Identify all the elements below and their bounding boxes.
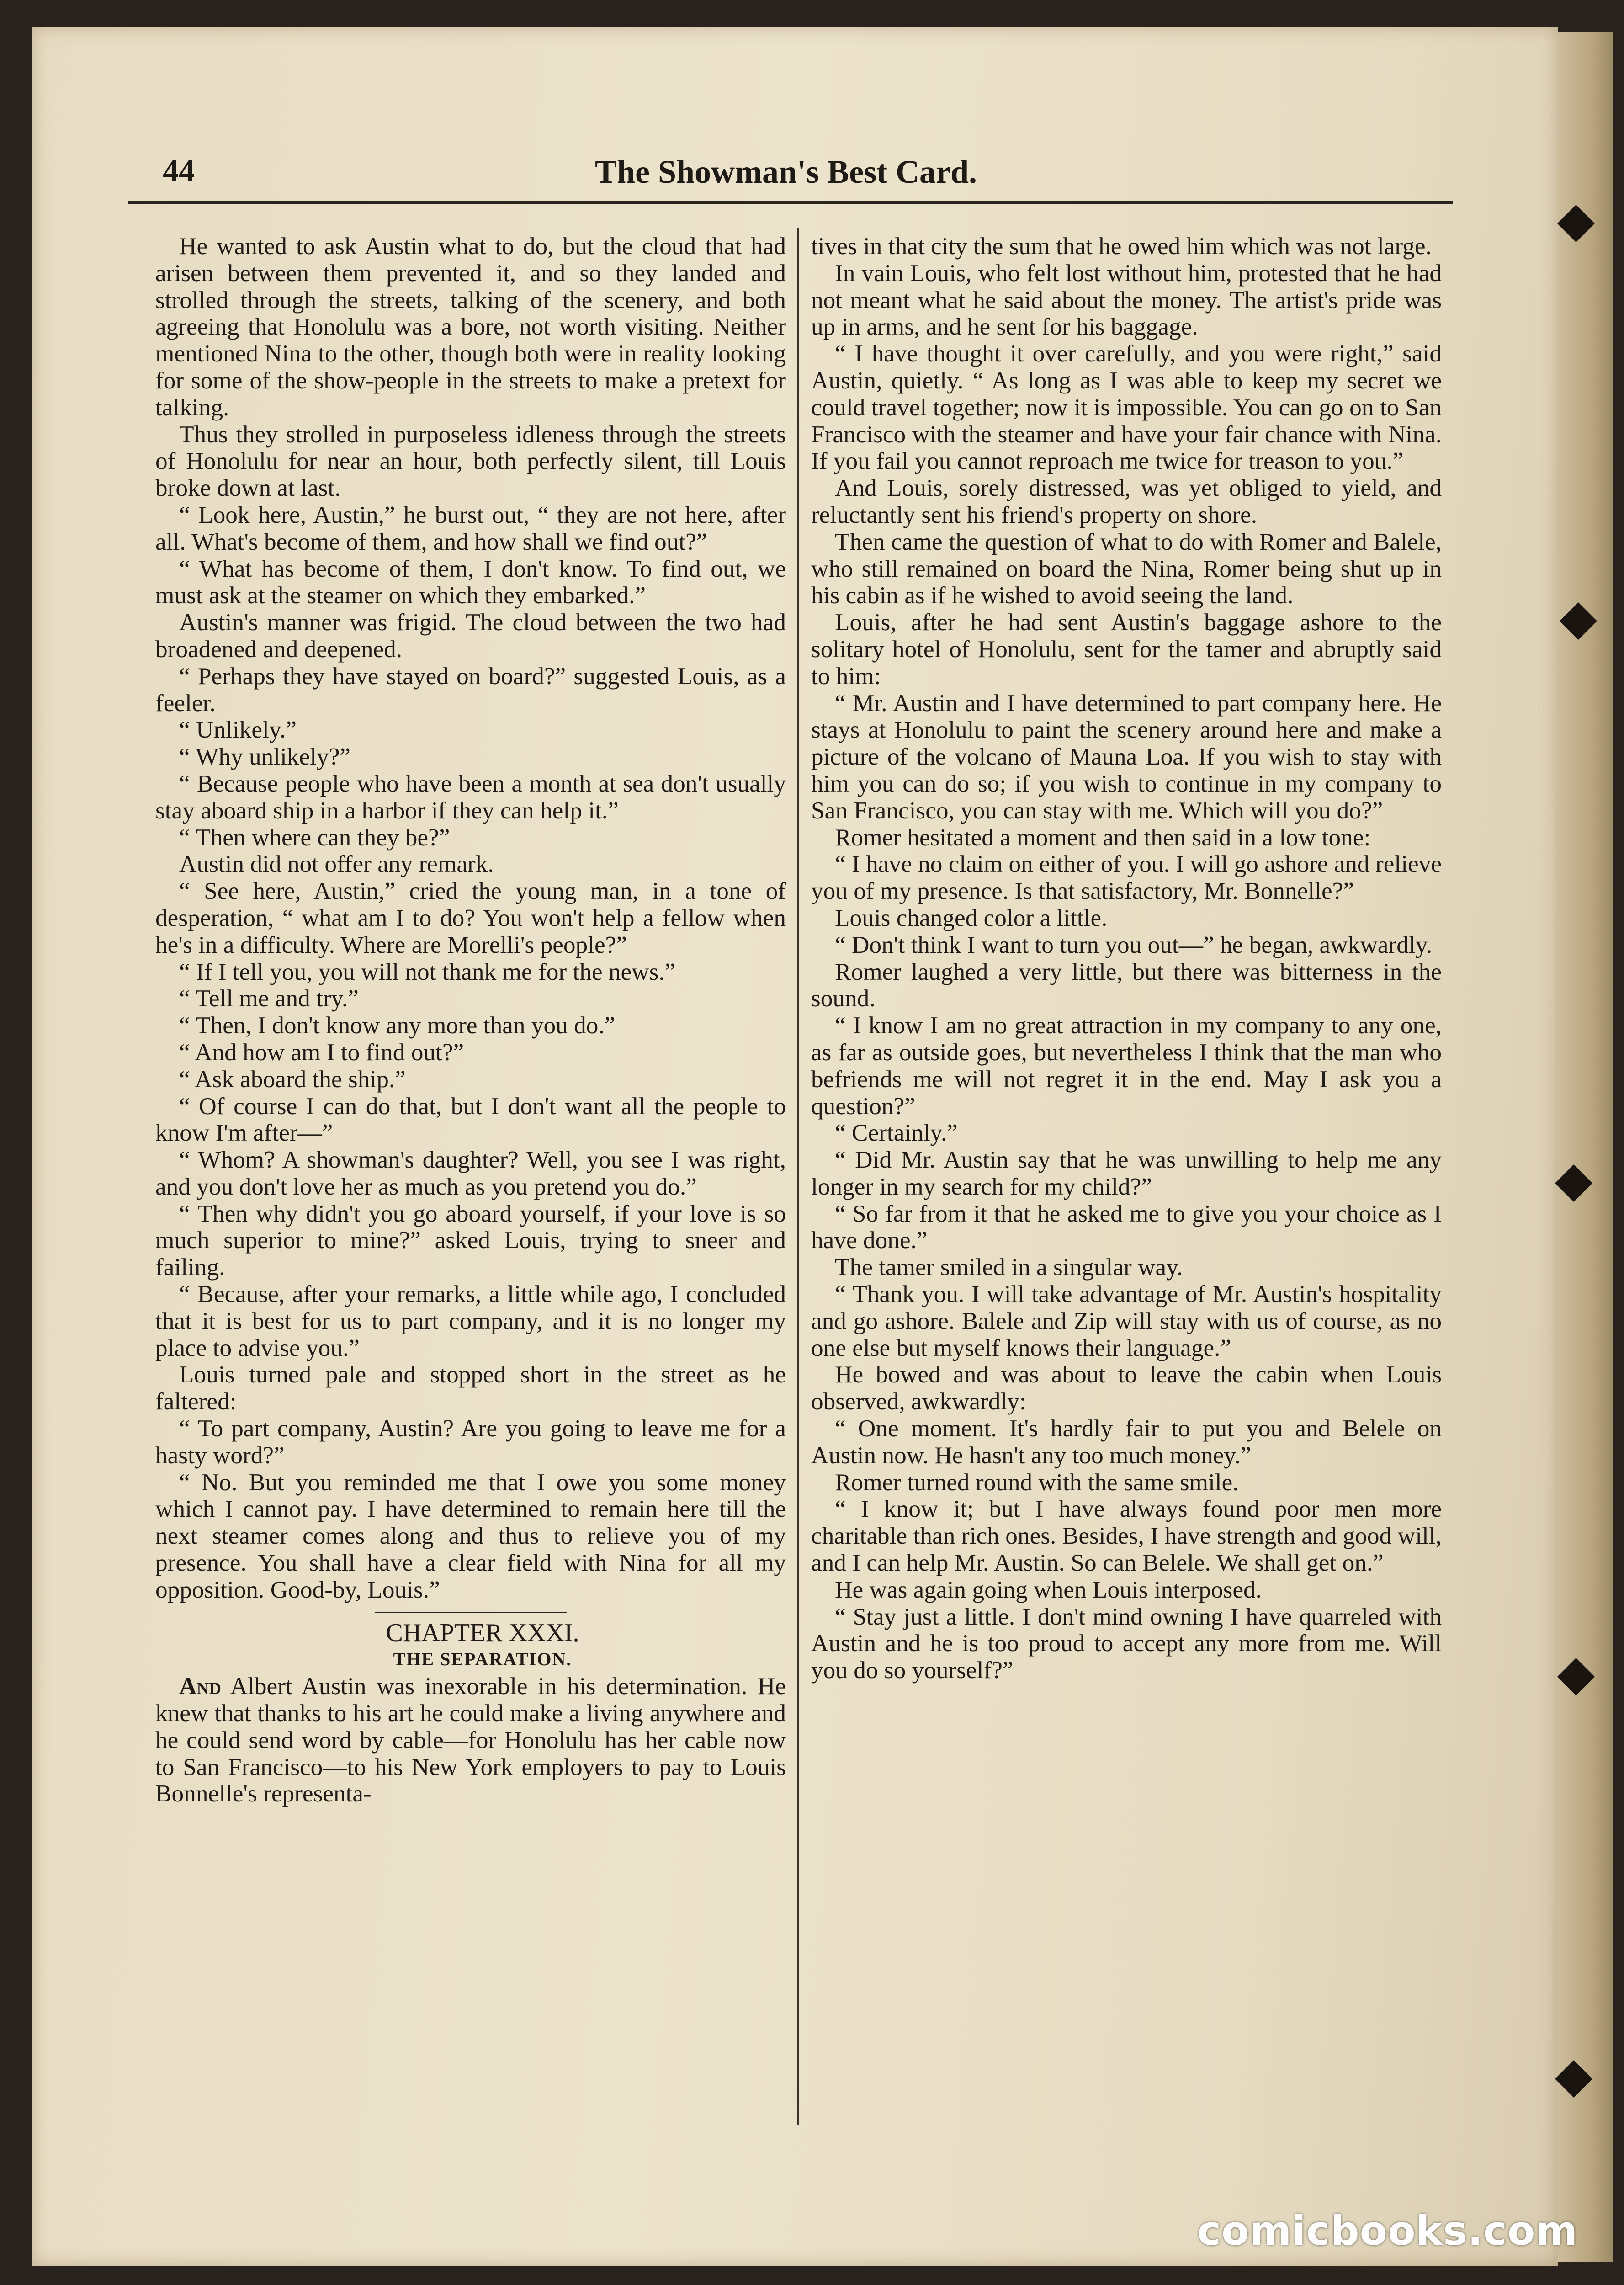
paragraph: “ Perhaps they have stayed on board?” suggested Louis, as a feeler.: [155, 662, 786, 717]
paragraph: “ Then why didn't you go aboard yourself, if your love is so much superior to mine?” asked Louis, trying to sneer and failing.: [155, 1200, 786, 1281]
paragraph: “ I have no claim on either of you. I will go ashore and relieve you of my presence. Is that satisfactory, Mr. Bonnelle?”: [811, 850, 1442, 905]
paragraph: “ Whom? A showman's daughter? Well, you see I was right, and you don't love her as much as you pretend you do.”: [155, 1146, 786, 1200]
paragraph: “ If I tell you, you will not thank me for the news.”: [179, 958, 676, 985]
paragraph: “ See here, Austin,” cried the young man, in a tone of desperation, “ what am I to do? You won't help a fellow when he's in a difficulty. Where are Morelli's people?”: [155, 877, 786, 958]
paragraph: Louis turned pale and stopped short in the street as he faltered:: [155, 1361, 786, 1415]
paragraph: “ Why unlikely?”: [179, 743, 350, 771]
paragraph: Austin did not offer any remark.: [179, 850, 494, 878]
paragraph: “ Mr. Austin and I have determined to part company here. He stays at Honolulu to paint the scenery around here and make a picture of the volcano of Mauna Loa. If you wish to stay with him you can do so; if you wish to continue in my company to San Francisco, you can stay with me. Which will you do?”: [811, 689, 1442, 824]
paragraph: He wanted to ask Austin what to do, but the cloud that had arisen between them prevented it, and so they landed and strolled through the streets, talking of the scenery, and both agreeing that Honolulu was a bore, not worth visiting. Neither mentioned Nina to the other, though both were in reality looking for some of the show-people in the streets to make a pretext for talking.: [155, 233, 786, 421]
paragraph: “ One moment. It's hardly fair to put you and Belele on Austin now. He hasn't any too much money.”: [811, 1415, 1442, 1469]
paragraph: The tamer smiled in a singular way.: [835, 1254, 1183, 1281]
paragraph: Romer turned round with the same smile.: [835, 1468, 1239, 1496]
opening-word: And: [179, 1673, 221, 1700]
paragraph: “ I know I am no great attraction in my company to any one, as far as outside goes, but nevertheless I think that the man who befriends me will not regret it in the end. May I ask you a question?”: [811, 1012, 1442, 1120]
paragraph: “ Certainly.”: [835, 1119, 958, 1147]
running-title: The Showman's Best Card.: [594, 154, 977, 190]
paragraph: “ To part company, Austin? Are you going to leave me for a hasty word?”: [155, 1415, 786, 1469]
paragraph: “ Look here, Austin,” he burst out, “ they are not here, after all. What's become of them, and how shall we find out?”: [155, 501, 786, 555]
paragraph: “ Of course I can do that, but I don't want all the people to know I'm after—”: [155, 1092, 786, 1147]
paragraph: “ I have thought it over carefully, and you were right,” said Austin, quietly. “ As long as I was able to keep my secret we could travel together; now it is impossible. You can go on to San Francisco with the steamer and have your fair chance with Nina. If you fail you cannot reproach me twice for treason to you.”: [811, 340, 1442, 475]
chapter-title: CHAPTER XXXI.: [386, 1618, 579, 1647]
paragraph: “ Then where can they be?”: [179, 824, 450, 851]
paragraph: “ Tell me and try.”: [179, 985, 359, 1012]
paragraph: He bowed and was about to leave the cabin when Louis observed, awkwardly:: [811, 1361, 1442, 1415]
paragraph: Thus they strolled in purposeless idleness through the streets of Honolulu for near an hour, both perfectly silent, till Louis broke down at last.: [155, 420, 786, 502]
paragraph: In vain Louis, who felt lost without him, protested that he had not meant what he said about the money. The artist's pride was up in arms, and he sent for his baggage.: [811, 259, 1442, 340]
paragraph: “ So far from it that he asked me to give you your choice as I have done.”: [811, 1200, 1442, 1254]
paragraph: Louis, after he had sent Austin's baggage ashore to the solitary hotel of Honolulu, sent for the tamer and abruptly said to him:: [811, 609, 1442, 690]
chapter-subtitle: THE SEPARATION.: [393, 1649, 572, 1670]
paragraph: Louis changed color a little.: [835, 904, 1108, 931]
paragraph: “ Did Mr. Austin say that he was unwilling to help me any longer in my search for my child?”: [811, 1146, 1442, 1200]
paragraph: “ I know it; but I have always found poor men more charitable than rich ones. Besides, I have strength and good will, and I can help Mr. Austin. So can Belele. We shall get on.”: [811, 1495, 1442, 1577]
header-rule: [128, 201, 1453, 204]
chapter-rule: [375, 1612, 567, 1613]
paragraph: “ Thank you. I will take advantage of Mr. Austin's hospitality and go ashore. Balele and Zip will stay with us of course, as no one else but myself knows their language.”: [811, 1281, 1442, 1361]
paragraph: “ What has become of them, I don't know. To find out, we must ask at the steamer on which they embarked.”: [155, 555, 786, 609]
paragraph: “ Don't think I want to turn you out—” he began, awkwardly.: [835, 931, 1433, 958]
page-number: 44: [163, 154, 195, 189]
paragraph: “ No. But you reminded me that I owe you some money which I cannot pay. I have determined to remain here till the next steamer comes along and thus to relieve you of my presence. You shall have a clear field with Nina for all my opposition. Good-by, Louis.”: [155, 1468, 786, 1603]
paragraph: And Louis, sorely distressed, was yet obliged to yield, and reluctantly sent his friend's property on shore.: [811, 474, 1442, 528]
paragraph: “ Then, I don't know any more than you do.”: [179, 1012, 616, 1039]
chapter-opening-paragraph: [155, 1673, 786, 1807]
paragraph: He was again going when Louis interposed.: [835, 1576, 1262, 1603]
paragraph: “ Because people who have been a month at sea don't usually stay aboard ship in a harbor if they can help it.”: [155, 770, 786, 824]
opening-text: Albert Austin was inexorable in his determination. He knew that thanks to his art he could make a living anywhere and he could send word by cable—for Honolulu has her cable now to San Francisco—to his New York employers to pay to Louis Bonnelle's representa-: [155, 1673, 786, 1807]
paragraph: “ And how am I to find out?”: [179, 1038, 464, 1066]
left-column: [155, 233, 786, 1807]
paragraph: Austin's manner was frigid. The cloud between the two had broadened and deepened.: [155, 609, 786, 663]
paragraph: “ Unlikely.”: [179, 716, 297, 744]
paragraph: Then came the question of what to do with Romer and Balele, who still remained on board the Nina, Romer being shut up in his cabin as if he wished to avoid seeing the land.: [811, 528, 1442, 609]
right-column: [811, 233, 1442, 1684]
paragraph: Romer laughed a very little, but there was bitterness in the sound.: [811, 958, 1442, 1012]
column-divider: [797, 228, 799, 2125]
paragraph: “ Ask aboard the ship.”: [179, 1065, 406, 1093]
site-watermark: comicbooks.com: [1197, 2207, 1578, 2254]
page-edge: [1558, 32, 1613, 2262]
paragraph: Romer hesitated a moment and then said in a low tone:: [835, 824, 1371, 851]
paragraph: “ Because, after your remarks, a little while ago, I concluded that it is best for us to part company, and it is no longer my place to advise you.”: [155, 1281, 786, 1361]
continued-paragraph: tives in that city the sum that he owed him which was not large.: [811, 233, 1432, 260]
paragraph: “ Stay just a little. I don't mind owning I have quarreled with Austin and he is too proud to accept any more from me. Will you do so yourself?”: [811, 1603, 1442, 1684]
running-header: [128, 153, 1444, 203]
